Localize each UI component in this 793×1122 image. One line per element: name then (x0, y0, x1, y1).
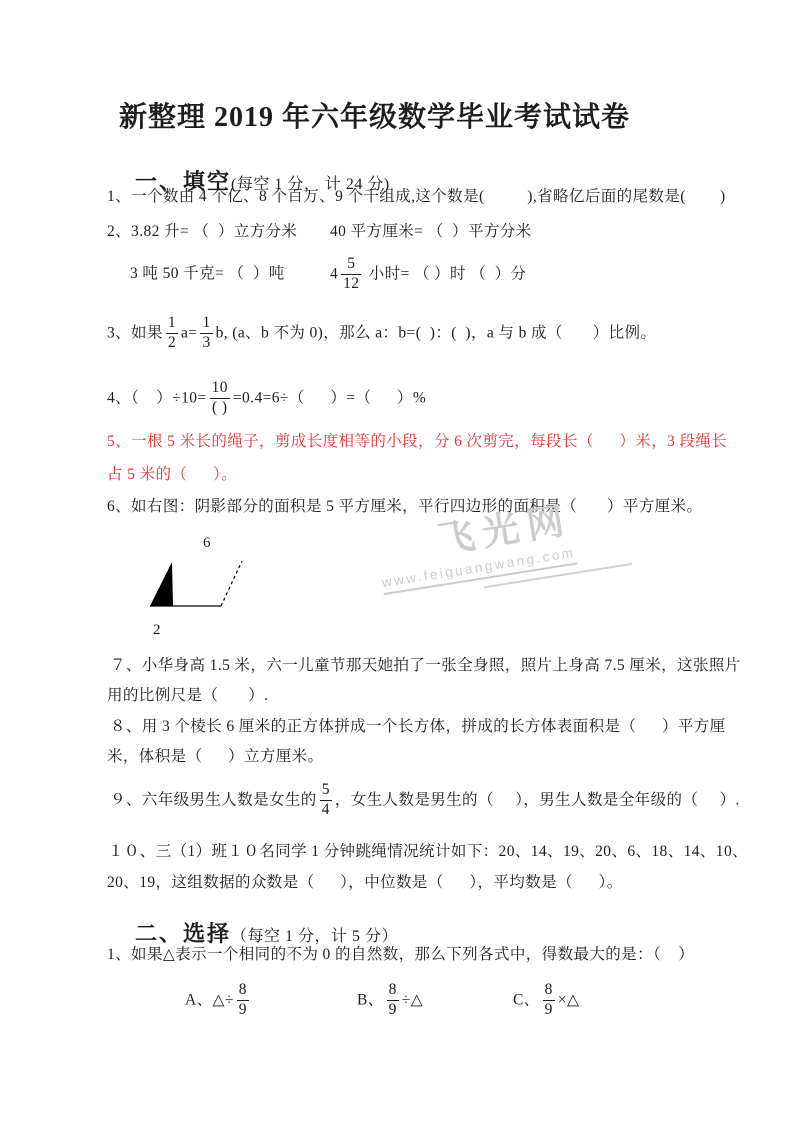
section-2-heading-text: 二、选择 (135, 921, 232, 946)
fraction: $\frac{8}{9}$ (238, 981, 247, 1018)
figure-label-top: 6 (203, 535, 211, 551)
question-8-line2: 米，体积是（ ）立方厘米。 (107, 748, 324, 765)
question-2a-left: 2、3.82 升= （ ）立方分米 (107, 223, 298, 240)
fraction: $\frac{5}{12}$ (343, 255, 360, 292)
figure-label-bottom: 2 (153, 622, 161, 638)
shaded-triangle (150, 562, 173, 606)
question-7-line1: ７、小华身高 1.5 米，六一儿童节那天她拍了一张全身照，照片上身高 7.5 厘米，这张照片 (110, 657, 741, 674)
question-7-line2: 用的比例尺是（ ）. (107, 687, 269, 704)
question-9: ９、六年级男生人数是女生的 $\frac{5}{4}$ ，女生人数是男生的（ ），男生人数是全年级的（ ）. (110, 781, 740, 818)
fraction: $\frac{8}{9}$ (544, 981, 553, 1018)
fraction: $\frac{1}{2}$ (167, 314, 177, 351)
question-3: 3、如果 $\frac{1}{2}$ a= $\frac{1}{3}$ b, (a、b 不为 0)，那么 a：b=( )：( )，a 与 b 成（ ）比例。 (107, 314, 657, 351)
option-a: A、△÷ $\frac{8}{9}$ (185, 981, 247, 1018)
question-5-line2: 占 5 米的（ ）。 (107, 466, 238, 483)
question-10-line1: １０、三（1）班１０名同学 1 分钟跳绳情况统计如下：20、14、19、20、6、18、14、10、 (108, 843, 749, 860)
fraction: $\frac{5}{4}$ (321, 781, 330, 818)
parallelogram-figure (140, 528, 270, 645)
question-8-line1: ８、用 3 个棱长 6 厘米的正方体拼成一个长方体，拼成的长方体表面积是（ ）平方厘 (110, 718, 726, 735)
section-1-heading-text: 一、填空 (135, 169, 232, 194)
question-10-line2: 20、19，这组数据的众数是（ ），中位数是（ ），平均数是（ ）。 (107, 874, 623, 891)
question-1: 1、一个数由 4 个亿、8 个百万、9 个千组成,这个数是( ),省略亿后面的尾数是( ) (107, 188, 726, 205)
fraction: $\frac{1}{3}$ (202, 314, 211, 351)
watermark-logo: 飞光网 (434, 499, 575, 561)
question-2a-right: 40 平方厘米= （ ）平方分米 (330, 223, 532, 240)
option-b: B、 $\frac{8}{9}$ ÷△ (357, 981, 424, 1018)
fraction: $\frac{8}{9}$ (388, 981, 397, 1018)
watermark-url: www.feiguangwang.com (381, 545, 577, 595)
page-title: 新整理 2019 年六年级数学毕业考试试卷 (119, 102, 631, 133)
figure-dashed-side (221, 561, 242, 606)
section-2-question-1: 1、如果△表示一个相同的不为 0 的自然数，那么下列各式中，得数最大的是：（ ） (107, 946, 695, 963)
question-2b-left: 3 吨 50 千克= （ ）吨 (130, 265, 285, 282)
option-c: C、 $\frac{8}{9}$ ×△ (513, 981, 580, 1018)
section-2-heading-note: （每空 1 分，计 5 分） (231, 928, 399, 945)
question-2b-right: 4 $\frac{5}{12}$ 小时= （ ）时 （ ）分 (330, 255, 527, 292)
question-6: 6、如右图：阴影部分的面积是 5 平方厘米，平行四边形的面积是（ ）平方厘米。 (107, 498, 703, 515)
section-1-heading-note: (每空 1 分， 计 24 分) (231, 176, 390, 193)
question-4: 4、（ ）÷10= $\frac{10}{( )}$ =0.4=6÷（ ）=（ ）% (107, 379, 427, 416)
question-5-line1: 5、一根 5 米长的绳子，剪成长度相等的小段，分 6 次剪完，每段长（ ）米，3 段绳长 (107, 433, 728, 450)
fraction: $\frac{10}{( )}$ (211, 379, 228, 416)
